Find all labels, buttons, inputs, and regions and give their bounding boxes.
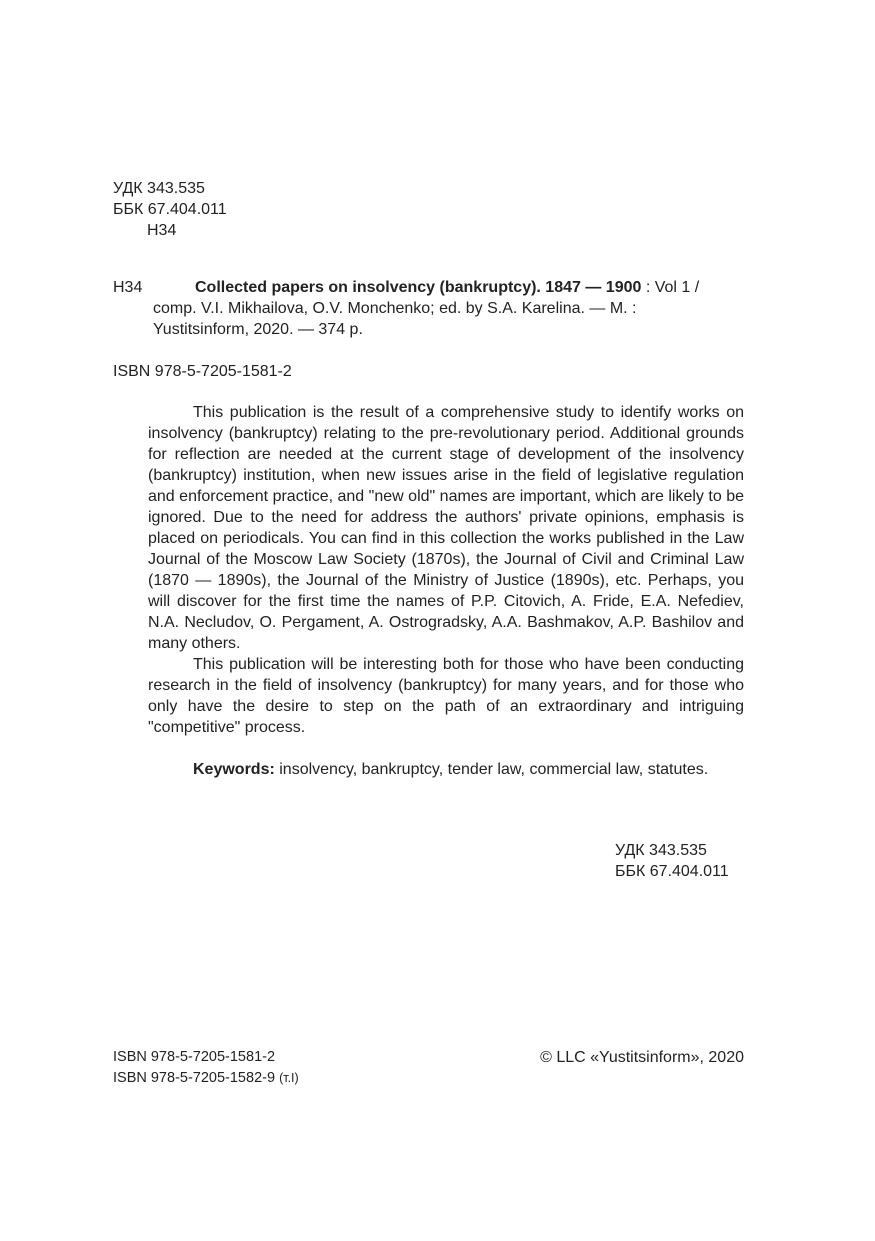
udk-code-bottom: УДК 343.535 (615, 842, 707, 859)
biblio-compilers: comp. V.I. Mikhailova, O.V. Monchenko; ed. by S.A. Karelina. — M. : (153, 300, 637, 317)
classification-top (113, 178, 227, 241)
book-title: Collected papers on insolvency (bankruptcy). 1847 — 1900 (195, 279, 642, 296)
isbn-main: ISBN 978-5-7205-1581-2 (113, 363, 292, 380)
classification-bottom (615, 840, 729, 882)
isbn-volume-number: ISBN 978-5-7205-1582-9 (113, 1070, 280, 1086)
volume-info: : Vol 1 / (641, 279, 700, 296)
abstract-paragraph-2: This publication will be interesting both for those who have been conducting research in the field of insolvency (bankruptcy) for many years, and for those who only have the desire to step on the path of an extraordinary and intriguing "competitive" process. (148, 656, 744, 736)
biblio-title-line (195, 277, 699, 298)
abstract-paragraph-1: This publication is the result of a comprehensive study to identify works on insolvency (bankruptcy) relating to the pre-revolutionary period. Additional grounds for reflection are needed at the current stage of development of the insolvency (bankruptcy) institution, when new issues arise in the field of legislative regulation and enforcement practice, and "new old" names are important, which are likely to be ignored. Due to the need for address the authors' private opinions, emphasis is placed on periodicals. You can find in this collection the works published in the Law Journal of the Moscow Law Society (1870s), the Journal of Civil and Criminal Law (1870 — 1890s), the Journal of the Ministry of Justice (1890s), etc. Perhaps, you will discover for the first time the names of P.P. Citovich, A. Fride, E.A. Nefediev, N.A. Necludov, O. Pergament, A. Ostrogradsky, A.A. Bashmakov, A.P. Bashilov and many others. (148, 404, 744, 652)
keywords-label: Keywords: (193, 761, 275, 778)
isbn-set: ISBN 978-5-7205-1581-2 (113, 1049, 276, 1065)
isbn-volume (113, 1068, 299, 1089)
isbn-bottom (113, 1047, 299, 1089)
udk-code: УДК 343.535 (113, 180, 205, 197)
keywords (148, 759, 744, 780)
biblio-author-sign: Н34 (113, 279, 143, 296)
bbk-code-bottom: ББК 67.404.011 (615, 863, 729, 880)
biblio-publisher: Yustitsinform, 2020. — 374 p. (153, 321, 363, 338)
isbn-volume-suffix: (т.I) (279, 1071, 299, 1085)
keywords-text: insolvency, bankruptcy, tender law, commercial law, statutes. (274, 761, 709, 778)
bbk-code: ББК 67.404.011 (113, 201, 227, 218)
copyright: © LLC «Yustitsinform», 2020 (540, 1049, 744, 1066)
author-sign: Н34 (147, 222, 177, 239)
abstract (148, 402, 744, 780)
